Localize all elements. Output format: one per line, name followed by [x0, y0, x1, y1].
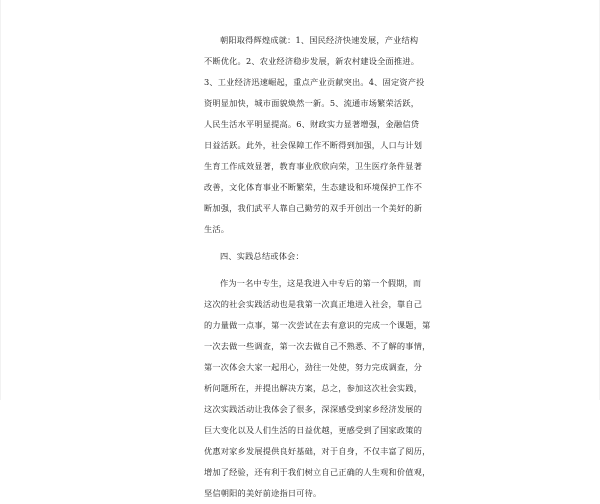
paragraph-line: 巨大变化以及人们生活的日益优越，更感受到了国家政策的 — [204, 425, 423, 435]
document-body — [204, 30, 431, 504]
paragraph-line: 作为一名中专生，这是我进入中专后的第一个假期，而 — [220, 278, 422, 288]
reflection-paragraph — [204, 273, 431, 504]
paragraph-line: 优惠对家乡发展提供良好基础，对于自身，不仅丰富了阅历， — [204, 446, 431, 456]
paragraph-line: 坚信朝阳的美好前途指日可待。 — [204, 488, 322, 498]
paragraph-line: 朝阳取得辉煌成就：1、国民经济快速发展，产业结构 — [220, 35, 419, 45]
paragraph-line: 人民生活水平明显提高。6、财政实力显著增强，金融信贷 — [204, 119, 420, 129]
paragraph-line: 一次去做一些调查，第一次去做自己不熟悉、不了解的事情， — [204, 341, 431, 351]
paragraph-line: 3、工业经济迅速崛起，重点产业贡献突出。4、固定资产投 — [204, 77, 425, 87]
paragraph-line: 增加了经验，还有利于我们树立自己正确的人生观和价值观， — [204, 467, 431, 477]
paragraph-line: 改善，文化体育事业不断繁荣，生态建设和环境保护工作不 — [204, 182, 423, 192]
paragraph-line: 的力量做一点事，第一次尝试在去有意识的完成一个课题，第 — [204, 320, 431, 330]
paragraph-line: 不断优化。2、农业经济稳步发展，新农村建设全面推进。 — [204, 56, 420, 66]
paragraph-line: 这次实践活动让我体会了很多，深深感受到家乡经济发展的 — [204, 404, 423, 414]
paragraph-line: 生活。 — [204, 224, 230, 234]
paragraph-line: 断加强，我们武平人靠自己勤劳的双手开创出一个美好的新 — [204, 203, 423, 213]
paragraph-line: 第一次体会大家一起用心，劲往一处使，努力完成调查，分 — [204, 362, 423, 372]
paragraph-line: 这次的社会实践活动也是我第一次真正地进入社会，靠自己 — [204, 299, 423, 309]
achievements-paragraph — [204, 30, 425, 240]
paragraph-line: 生育工作成效显著，教育事业欣欣向荣，卫生医疗条件显著 — [204, 161, 423, 171]
paragraph-line: 资明显加快，城市面貌焕然一新。5、流通市场繁荣活跃， — [204, 98, 420, 108]
paragraph-line: 日益活跃。此外，社会保障工作不断得到加强，人口与计划 — [204, 140, 423, 150]
section-heading: 四、实践总结或体会： — [220, 251, 304, 261]
paragraph-line: 析问题所在，并提出解决方案，总之，参加这次社会实践， — [204, 383, 423, 393]
